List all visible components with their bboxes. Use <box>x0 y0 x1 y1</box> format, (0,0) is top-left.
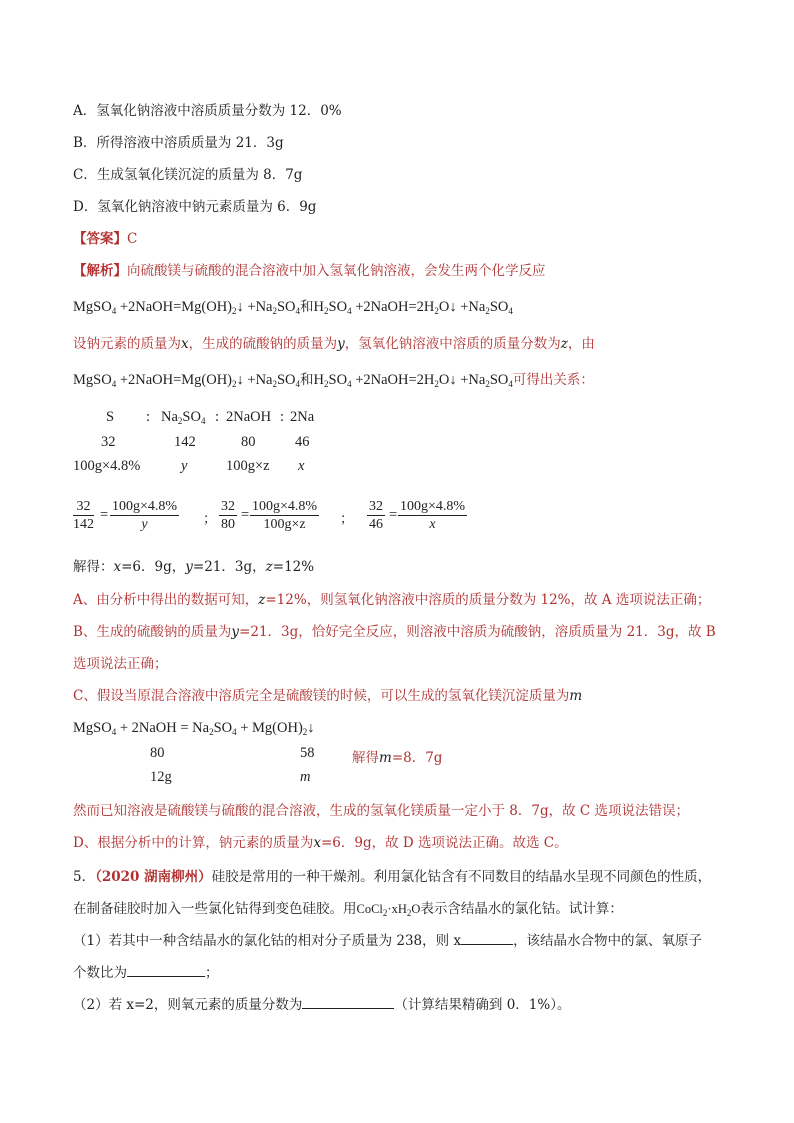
ratio-46: 46 <box>295 434 310 450</box>
ratio-colon-1: : <box>146 409 151 425</box>
fraction-1-right: $\frac{100g\times 4.8\%}{y}$ <box>112 499 178 532</box>
point-c-line-2: 然而已知溶液是硫酸镁与硫酸的混合溶液，生成的氢氧化镁质量一定小于 8．7g，故 C 选项说法错误； <box>73 803 690 819</box>
option-a: A．氢氧化钠溶液中溶质质量分数为 12．0% <box>73 103 342 119</box>
question-5-line-1: 5．（2020 湖南柳州）硅胶是常用的一种干燥剂。利用氯化钴含有不同数目的结晶水呈现不同颜色的性质， <box>73 869 712 885</box>
question-5-part-2: （2）若 x=2，则氧元素的质量分数为 （计算结果精确到 0．1%）。 <box>73 997 571 1013</box>
question-source: （2020 湖南柳州） <box>95 869 212 885</box>
point-a: A、由分析中得出的数据可知，z=12%，则氢氧化钠溶液中溶质的质量分数为 12%，故 A 选项说法正确； <box>73 592 711 608</box>
and-word: 和 <box>300 299 314 315</box>
fraction-2-left: $\frac{32}{80}$ <box>221 499 235 532</box>
answer-blank-3[interactable] <box>302 996 394 1009</box>
analysis-intro: 向硫酸镁与硫酸的混合溶液中加入氢氧化钠溶液，会发生两个化学反应 <box>127 263 546 279</box>
ratio-142: 142 <box>174 434 196 450</box>
ratio-2na: 2Na <box>290 409 315 425</box>
ratio-na2so4: $Na_2SO_4$ <box>161 409 206 426</box>
answer-label: 【答案】 <box>73 231 127 247</box>
point-b-line-2: 选项说法正确； <box>73 656 168 672</box>
answer-blank-1[interactable] <box>461 932 513 945</box>
question-5-line-2: 在制备硅胶时加入一些氯化钴得到变色硅胶。用$CoCl_2\cdot xH_2O$表示含结晶水的氯化钴。试计算： <box>73 901 623 918</box>
option-c: C．生成氢氧化镁沉淀的质量为 8．7g <box>73 167 303 183</box>
ratio-colon-2: : <box>215 409 220 425</box>
reaction-equations-1: MgSO$_4$ $+2NaOH=Mg(OH)_2↓ +Na_2SO_4$和$H_2SO_4$ $+2NaOH=2H_2O↓ +Na_2SO_4$ <box>73 299 513 316</box>
calc-80: 80 <box>150 745 165 761</box>
answer-line <box>73 229 137 249</box>
set-variables-line <box>73 334 595 354</box>
fraction-3-right: $\frac{100g\times 4.8\%}{x}$ <box>400 499 466 532</box>
question-number: 5． <box>73 869 96 885</box>
solve-x: =6．9g， <box>121 559 186 575</box>
option-b: B．所得溶液中溶质质量为 21．3g <box>73 135 284 151</box>
fraction-1-left: $\frac{32}{142}$ <box>73 499 94 532</box>
var-y: y <box>337 336 345 352</box>
cocl2-formula: $CoCl_2\cdot xH_2O$ <box>356 902 421 918</box>
solve-z: =12% <box>272 559 315 575</box>
analysis-intro-line <box>73 261 546 281</box>
analysis-label: 【解析】 <box>73 263 127 279</box>
ratio-80: 80 <box>241 434 256 450</box>
calc-58: 58 <box>300 745 315 761</box>
question-5-part-1-line-2: 个数比为 ； <box>73 965 219 981</box>
relation-suffix: 可得出关系： <box>512 372 594 388</box>
set-vars-text-3: ，氢氧化钠溶液中溶质的质量分数为 <box>344 336 561 352</box>
ratio-s: S <box>106 409 115 425</box>
calc-m: m <box>300 769 311 785</box>
point-d: D、根据分析中的计算，钠元素的质量为x=6．9g，故 D 选项说法正确。故选 C。 <box>73 835 568 851</box>
ratio-32: 32 <box>101 434 116 450</box>
fraction-3-left: $\frac{32}{46}$ <box>369 499 383 532</box>
ratio-y: y <box>181 458 188 474</box>
point-c-line-1: C、假设当原混合溶液中溶质完全是硫酸镁的时候，可以生成的氢氧化镁沉淀质量为m <box>73 688 583 704</box>
calc-result: 解得m=8．7g <box>352 750 443 766</box>
calc-equation: MgSO$_4$ + 2NaOH = $Na_2SO_4$ + $Mg(OH)_2↓$ <box>73 720 315 737</box>
set-vars-text-4: ，由 <box>567 336 595 352</box>
set-vars-text-2: ，生成的硫酸钠的质量为 <box>188 336 338 352</box>
and-word: 和 <box>300 372 314 388</box>
ratio-mass-1: 100g×4.8% <box>73 458 141 474</box>
reaction-equations-2: MgSO$_4$ $+2NaOH=Mg(OH)_2↓ +Na_2SO_4$和$H_2SO_4$ $+2NaOH=2H_2O↓ +Na_2SO_4$可得出关系： <box>73 372 594 389</box>
calc-12g: 12g <box>150 769 172 785</box>
separator-1: ； <box>203 511 217 527</box>
separator-2: ； <box>340 511 354 527</box>
var-x: x <box>181 336 189 352</box>
ratio-x: x <box>298 458 305 474</box>
var-z: z <box>560 336 568 352</box>
solve-line: 解得：x=6．9g，y=21．3g，z=12% <box>73 559 315 575</box>
option-d: D．氢氧化钠溶液中钠元素质量为 6．9g <box>73 199 317 215</box>
solve-y: =21．3g， <box>192 559 266 575</box>
ratio-mass-z: 100g×z <box>226 458 270 474</box>
solve-label: 解得： <box>73 559 114 575</box>
question-5-part-1-line-1: （1）若其中一种含结晶水的氯化钴的相对分子质量为 238，则 x ，该结晶水合物中的氯、氧原子 <box>73 933 703 949</box>
answer-value: C <box>127 231 138 247</box>
ratio-2naoh: 2NaOH <box>226 409 272 425</box>
ratio-colon-3: : <box>280 409 285 425</box>
point-b-line-1: B、生成的硫酸钠的质量为y=21．3g，恰好完全反应，则溶液中溶质为硫酸钠，溶质质量为 21．3g，故 B <box>73 624 716 640</box>
answer-blank-2[interactable] <box>127 964 205 977</box>
fraction-2-right: $\frac{100g\times 4.8\%}{100g\times z}$ <box>252 499 318 532</box>
set-vars-text-1: 设钠元素的质量为 <box>73 336 181 352</box>
